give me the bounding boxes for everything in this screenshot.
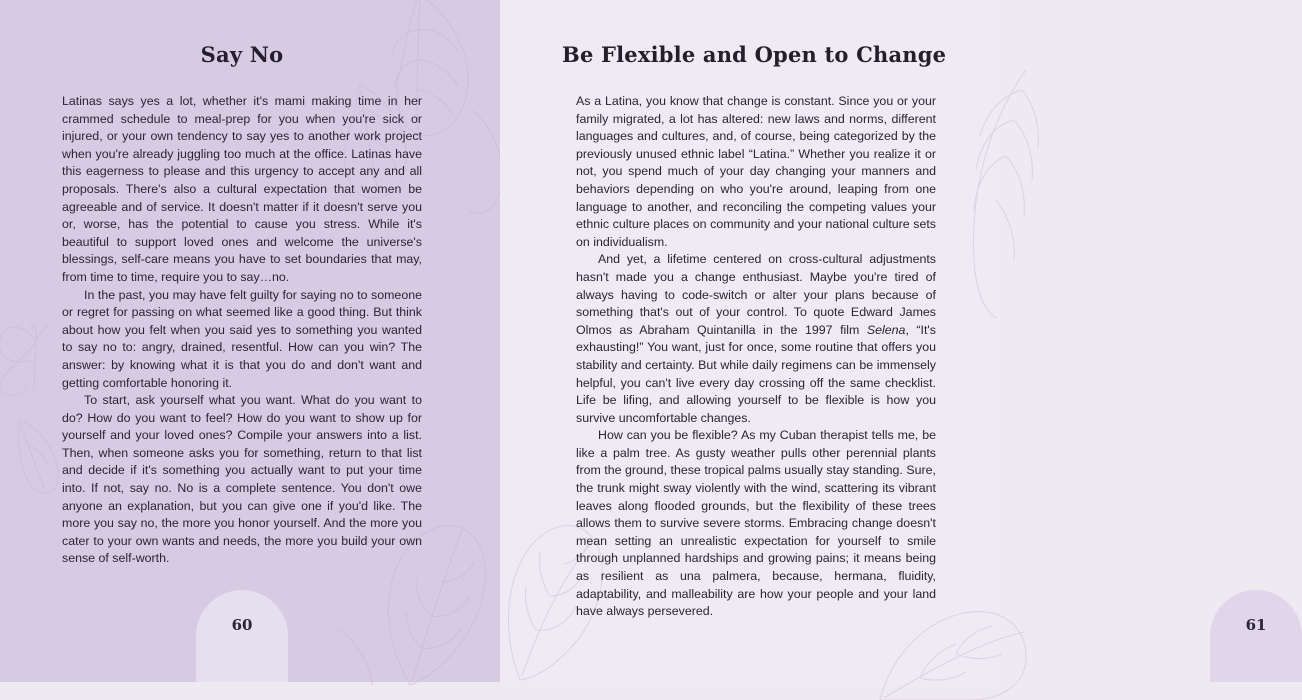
left-text-column <box>62 42 422 568</box>
right-page <box>500 0 1267 682</box>
right-page-folio <box>1210 590 1302 682</box>
left-page-number: 60 <box>231 616 253 634</box>
right-chapter-title: Be Flexible and Open to Change <box>562 42 947 67</box>
left-chapter-title: Say No <box>200 42 284 67</box>
right-text-column <box>562 42 947 621</box>
right-paragraph-3: How can you be flexible? As my Cuban therapist tells me, be like a palm tree. As gusty weather pulls other perennial plants from the ground, these tropical palms usually stay standing. Sure, the trunk might sway violently with the wind, scattering its vibrant leaves along flooded grounds, but the flexibility of these trees allows them to survive severe storms. Embracing change doesn't mean setting an unrealistic expectation for yourself to smile through unplanned hardships and growing pains; it means being as resilient as una palmera, because, hermana, fluidity, adaptability, and malleability are how your people and your land have always persevered. <box>576 428 936 619</box>
left-paragraph-1: Latinas says yes a lot, whether it's mami making time in her crammed schedule to meal-prep for you when you're sick or injured, or your own tendency to say yes to another work project when you're already juggling too much at the office. Latinas have this eagerness to please and this urgency to accept any and all proposals. There's also a cultural expectation that women be agreeable and of service. It doesn't matter if it doesn't serve you or, worse, has the potential to cause you stress. While it's beautiful to support loved ones and welcome the universe's blessings, self-care means you have to set boundaries that may, from time to time, require you to say…no. <box>62 94 422 284</box>
palm-frond-art <box>930 60 1050 320</box>
right-paragraph-1: As a Latina, you know that change is constant. Since you or your family migrated, a lot has altered: new laws and norms, different languages and cultures, and, of course, being categorized by the previously unused ethnic label “Latina.” Whether you realize it or not, you spend much of your day changing your manners and behaviors depending on who you're around, leaping from one language to another, and reconciling the competing values your ethnic culture places on community and your national culture sets on individualism. <box>576 94 936 249</box>
left-page-folio <box>196 590 288 682</box>
right-page-number: 61 <box>1245 616 1267 634</box>
left-page <box>0 0 500 682</box>
left-paragraph-3: To start, ask yourself what you want. What do you want to do? How do you want to feel? How do you want to show up for yourself and your loved ones? Compile your answers into a list. Then, when someone asks you for something, return to that list and decide if it's something you actually want to put your time into. If not, say no. No is a complete sentence. You don't owe anyone an explanation, but you can give one if you'd like. The more you say no, the more you honor yourself. And the more you cater to your own wants and needs, the more you build your own sense of self-worth. <box>62 393 422 566</box>
left-paragraph-2: In the past, you may have felt guilty for saying no to someone or regret for passing on what seemed like a good thing. But think about how you felt when you said yes to something you wanted to say no to: angry, drained, resentful. How can you win? The answer: by knowing what it is that you do and don't want and getting comfortable honoring it. <box>62 287 422 390</box>
right-paragraph-2: And yet, a lifetime centered on cross-cultural adjustments hasn't made you a change enthusiast. Maybe you're tired of always having to code-switch or alter your plans because of something that's out of your control. To quote Edward James Olmos as Abraham Quintanilla in the 1997 film Selena, “It's exhausting!” You want, just for once, some routine that offers you stability and certainty. But while daily regimens can be immensely helpful, you can't live every day crossing off the same checklist. Life be lifing, and allowing yourself to be flexible is how you survive uncomfortable changes. <box>576 252 936 425</box>
